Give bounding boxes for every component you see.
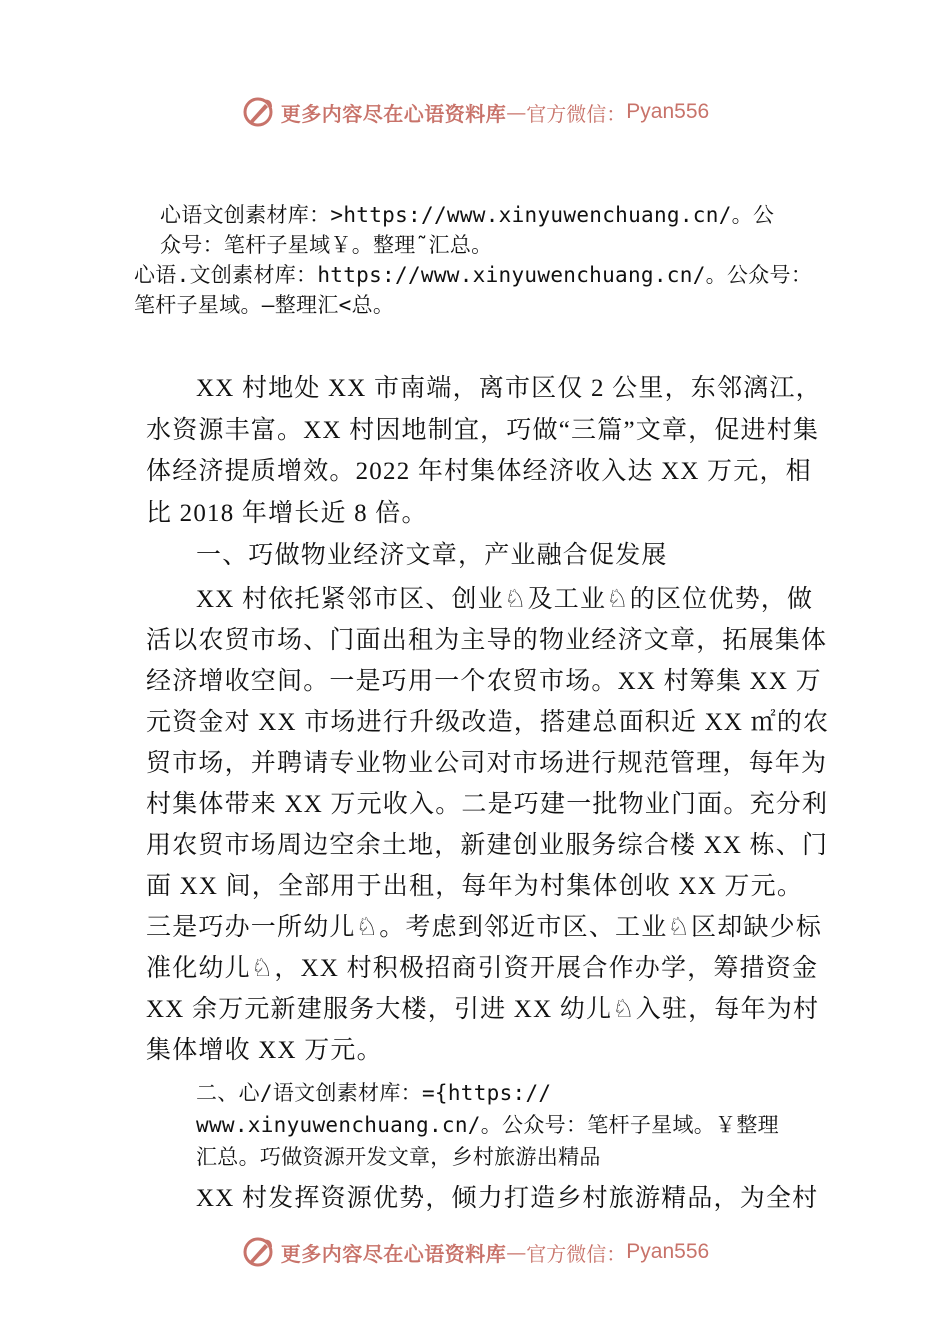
body-line: 三是巧办一所幼儿♘。考虑到邻近市区、工业♘区却缺少标: [146, 914, 823, 941]
banner-dash: —: [506, 100, 527, 124]
body-line: 比 2018 年增长近 8 倍。: [146, 500, 428, 527]
banner-wechat-handle: Pyan556: [626, 1240, 710, 1263]
banner-wechat-label: 官方微信：: [526, 1241, 627, 1266]
quill-logo-icon: [241, 95, 275, 129]
footer-banner: [0, 1232, 950, 1272]
body-line: XX 村发挥资源优势，倾力打造乡村旅游精品，为全村: [196, 1185, 819, 1212]
body-line: 体经济提质增效。2022 年村集体经济收入达 XX 万元，相: [146, 458, 812, 485]
watermark-line: 笔杆子星域。—整理汇<总。: [134, 293, 395, 317]
banner-wechat-handle: Pyan556: [626, 100, 710, 123]
body-line: XX 村地处 XX 市南端，离市区仅 2 公里，东邻漓江，: [196, 375, 822, 402]
body-line: 面 XX 间，全部用于出租，每年为村集体创收 XX 万元。: [146, 873, 804, 900]
body-line: 准化幼儿♘，XX 村积极招商引资开展合作办学，筹措资金: [146, 955, 819, 982]
banner-title: 更多内容尽在心语资料库: [280, 1241, 507, 1266]
body-line: 元资金对 XX 市场进行升级改造，搭建总面积近 XX ㎡的农: [146, 709, 830, 736]
quill-logo-icon: [241, 1235, 275, 1269]
body-line: XX 余万元新建服务大楼，引进 XX 幼儿♘入驻，每年为村: [146, 996, 820, 1023]
section-heading: 二、心/语文创素材库：={https://: [196, 1081, 552, 1105]
section-heading: www.xinyuwenchuang.cn/。公众号：笔杆子星域。￥整理: [196, 1113, 779, 1137]
body-line: 水资源丰富。XX 村因地制宜，巧做“三篇”文章，促进村集: [146, 417, 820, 444]
section-heading: 一、巧做物业经济文章，产业融合促发展: [196, 542, 668, 569]
banner-wechat-label: 官方微信：: [526, 101, 627, 126]
body-line: 村集体带来 XX 万元收入。二是巧建一批物业门面。充分利: [146, 791, 829, 818]
body-line: 经济增收空间。一是巧用一个农贸市场。XX 村筹集 XX 万: [146, 668, 822, 695]
watermark-line: 心语文创素材库：>https://www.xinyuwenchuang.cn/。公: [160, 203, 775, 227]
banner-title: 更多内容尽在心语资料库: [280, 101, 507, 126]
body-line: 用农贸市场周边空余土地，新建创业服务综合楼 XX 栋、门: [146, 832, 829, 859]
header-banner: [0, 92, 950, 132]
watermark-line: 众号：笔杆子星域￥。整理˜汇总。: [160, 233, 493, 257]
body-line: XX 村依托紧邻市区、创业♘及工业♘的区位优势，做: [196, 586, 814, 613]
watermark-line: 心语.文创素材库：https://www.xinyuwenchuang.cn/。公众号：: [134, 263, 813, 287]
section-heading: 汇总。巧做资源开发文章，乡村旅游出精品: [196, 1145, 601, 1169]
body-line: 贸市场，并聘请专业物业公司对市场进行规范管理，每年为: [146, 750, 828, 777]
body-line: 活以农贸市场、门面出租为主导的物业经济文章，拓展集体: [146, 627, 828, 654]
body-line: 集体增收 XX 万元。: [146, 1037, 383, 1064]
banner-dash: —: [506, 1240, 527, 1264]
